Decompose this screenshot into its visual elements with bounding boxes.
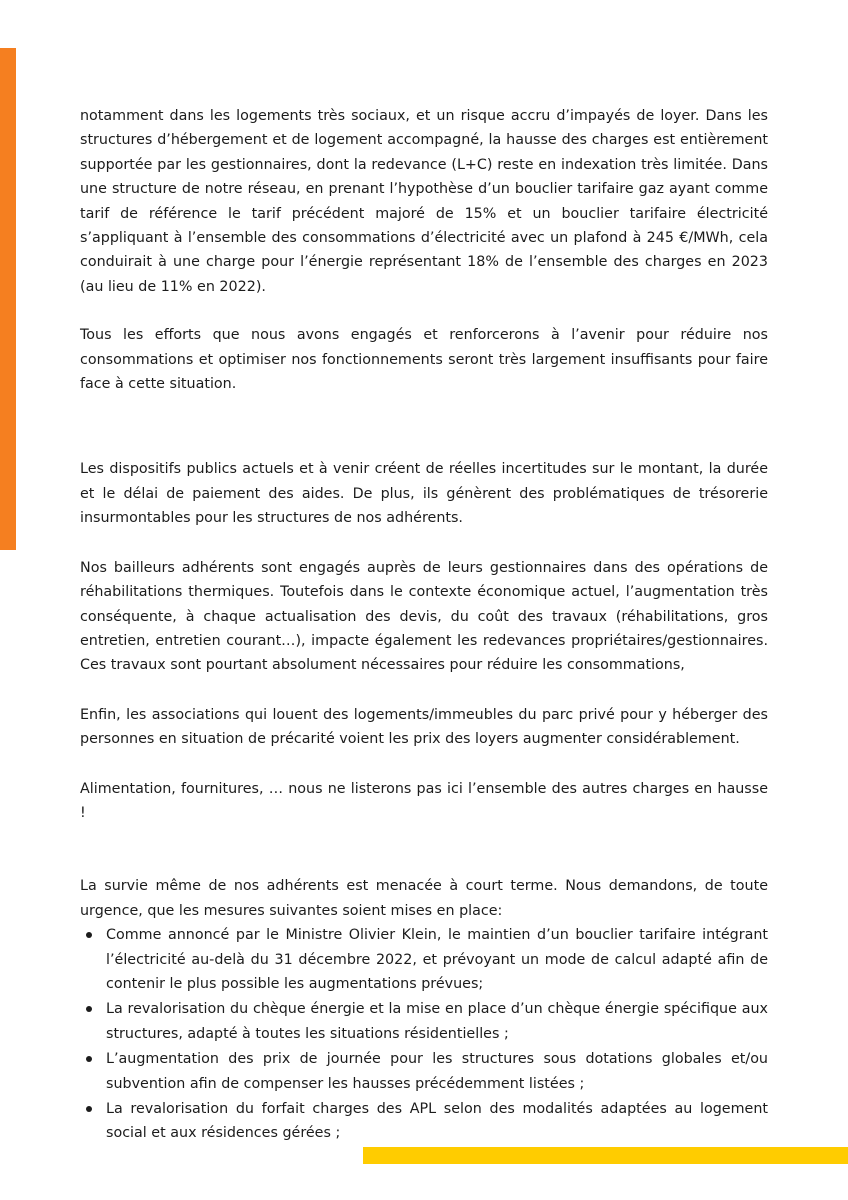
- bullet-icon: [86, 1006, 92, 1012]
- list-item-text: La revalorisation du chèque énergie et la mise en place d’un chèque énergie spécifique aux structures, adapté à toutes les situations résidentielles ;: [106, 1001, 768, 1042]
- bullet-icon: [86, 1106, 92, 1112]
- document-body: [80, 104, 768, 1147]
- bullet-icon: [86, 1056, 92, 1062]
- paragraph-energy-cost: notamment dans les logements très sociaux, et un risque accru d’impayés de loyer. Dans les structures d’hébergement et de logement accompagné, la hausse des charges est entièrement supportée par les gestionnaires, dont la redevance (L+C) reste en indexation très limitée. Dans une structure de notre réseau, en prenant l’hypothèse d’un bouclier tarifaire gaz ayant comme tarif de référence le tarif précédent majoré de 15% et un bouclier tarifaire électricité s’appliquant à l’ensemble des consommations d’électricité avec un plafond à 245 €/MWh, cela conduirait à une charge pour l’énergie représentant 18% de l’ensemble des charges en 2023 (au lieu de 11% en 2022).: [80, 108, 768, 295]
- paragraph-demands-intro: La survie même de nos adhérents est menacée à court terme. Nous demandons, de toute urgence, que les mesures suivantes soient mises en place:: [80, 878, 768, 919]
- bottom-accent-bar: [363, 1147, 848, 1164]
- list-item: [80, 997, 768, 1046]
- paragraph-other-charges: Alimentation, fournitures, … nous ne listerons pas ici l’ensemble des autres charges en hausse !: [80, 780, 768, 821]
- paragraph-public-measures: Les dispositifs publics actuels et à venir créent de réelles incertitudes sur le montant, la durée et le délai de paiement des aides. De plus, ils génèrent des problématiques de trésorerie insurmontables pour les structures de nos adhérents.: [80, 461, 768, 527]
- demands-list: [80, 923, 768, 1146]
- list-item: [80, 923, 768, 996]
- list-item-text: La revalorisation du forfait charges des APL selon des modalités adaptées au logement social et aux résidences gérées ;: [106, 1101, 768, 1142]
- list-item: [80, 1097, 768, 1146]
- list-item-text: L’augmentation des prix de journée pour les structures sous dotations globales et/ou subvention afin de compenser les hausses précédemment listées ;: [106, 1051, 768, 1092]
- left-accent-bar: [0, 48, 16, 550]
- bullet-icon: [86, 932, 92, 938]
- list-item-text: Comme annoncé par le Ministre Olivier Klein, le maintien d’un bouclier tarifaire intégrant l’électricité au-delà du 31 décembre 2022, et prévoyant un mode de calcul adapté afin de contenir le plus possible les augmentations prévues;: [106, 927, 768, 992]
- paragraph-associations: Enfin, les associations qui louent des logements/immeubles du parc privé pour y héberger des personnes en situation de précarité voient les prix des loyers augmenter considérablement.: [80, 706, 768, 748]
- paragraph-landlords: Nos bailleurs adhérents sont engagés auprès de leurs gestionnaires dans des opérations de réhabilitations thermiques. Toutefois dans le contexte économique actuel, l’augmentation très conséquente, à chaque actualisation des devis, du coût des travaux (réhabilitations, gros entretien, entretien courant…), impacte également les redevances propriétaires/gestionnaires. Ces travaux sont pourtant absolument nécessaires pour réduire les consommations,: [80, 559, 768, 674]
- list-item: [80, 1047, 768, 1096]
- paragraph-efforts: Tous les efforts que nous avons engagés et renforcerons à l’avenir pour réduire nos consommations et optimiser nos fonctionnements seront très largement insuffisants pour faire face à cette situation.: [80, 327, 768, 393]
